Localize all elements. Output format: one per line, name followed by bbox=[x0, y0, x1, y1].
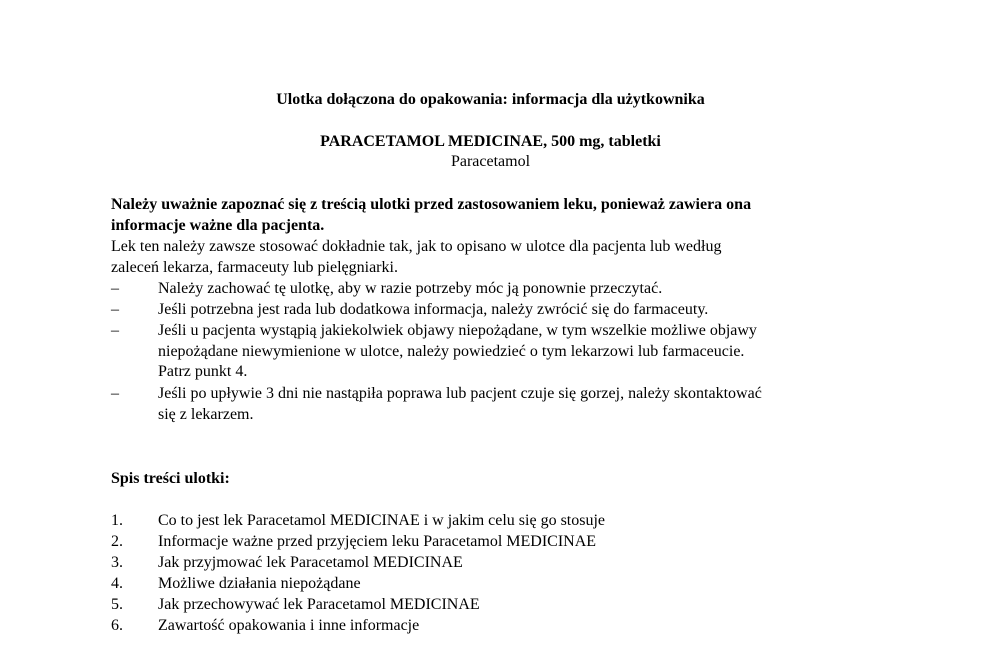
toc-item-number: 6. bbox=[111, 617, 123, 634]
dash-bullet: – bbox=[111, 301, 119, 318]
dash-bullet: – bbox=[111, 322, 119, 339]
bullet-text: się z lekarzem. bbox=[158, 405, 254, 423]
dash-bullet: – bbox=[111, 280, 119, 297]
toc-item bbox=[111, 511, 811, 532]
usage-line-2: zaleceń lekarza, farmaceuty lub pielęgniarki. bbox=[111, 259, 398, 276]
toc-item bbox=[111, 595, 811, 616]
toc-item bbox=[111, 574, 811, 595]
bullet-text: Patrz punkt 4. bbox=[158, 363, 248, 380]
toc-item-number: 3. bbox=[111, 554, 123, 571]
toc-item bbox=[111, 553, 811, 574]
dash-bullet: – bbox=[111, 385, 119, 402]
toc-item-label: Informacje ważne przed przyjęciem leku Paracetamol MEDICINAE bbox=[158, 533, 597, 550]
bullet-text: Jeśli potrzebna jest rada lub dodatkowa informacja, należy zwrócić się do farmaceuty. bbox=[158, 301, 709, 318]
leaflet-title: Ulotka dołączona do opakowania: informacja dla użytkownika bbox=[276, 91, 705, 108]
bullet-text: Jeśli u pacjenta wystąpią jakiekolwiek objawy niepożądane, w tym wszelkie możliwe objawy bbox=[158, 322, 757, 339]
product-name: PARACETAMOL MEDICINAE, 500 mg, tabletki bbox=[320, 133, 661, 150]
toc-heading: Spis treści ulotki: bbox=[111, 470, 230, 487]
toc-item-number: 5. bbox=[111, 596, 123, 613]
toc-item-label: Co to jest lek Paracetamol MEDICINAE i w jakim celu się go stosuje bbox=[158, 512, 606, 529]
warning-line-2: informacje ważne dla pacjenta. bbox=[111, 217, 325, 234]
toc-item-label: Zawartość opakowania i inne informacje bbox=[158, 617, 420, 634]
toc-item-label: Jak przechowywać lek Paracetamol MEDICINAE bbox=[158, 596, 480, 613]
warning-line-1: Należy uważnie zapoznać się z treścią ulotki przed zastosowaniem leku, ponieważ zawiera ona bbox=[111, 196, 752, 213]
active-substance: Paracetamol bbox=[450, 153, 531, 170]
bullet-text: Należy zachować tę ulotkę, aby w razie potrzeby móc ją ponownie przeczytać. bbox=[158, 280, 663, 297]
toc-item-label: Możliwe działania niepożądane bbox=[158, 575, 361, 592]
toc-item-number: 1. bbox=[111, 512, 123, 529]
toc-item bbox=[111, 532, 811, 553]
bullet-text: Jeśli po upływie 3 dni nie nastąpiła poprawa lub pacjent czuje się gorzej, należy skontaktować bbox=[158, 385, 762, 402]
usage-line-1: Lek ten należy zawsze stosować dokładnie tak, jak to opisano w ulotce dla pacjenta lub według bbox=[111, 238, 722, 255]
toc-item bbox=[111, 616, 811, 637]
bullet-text: niepożądane niewymienione w ulotce, należy powiedzieć o tym lekarzowi lub farmaceucie. bbox=[158, 342, 745, 360]
toc-item-number: 4. bbox=[111, 575, 123, 592]
toc-item-label: Jak przyjmować lek Paracetamol MEDICINAE bbox=[158, 554, 463, 571]
toc-item-number: 2. bbox=[111, 533, 123, 550]
